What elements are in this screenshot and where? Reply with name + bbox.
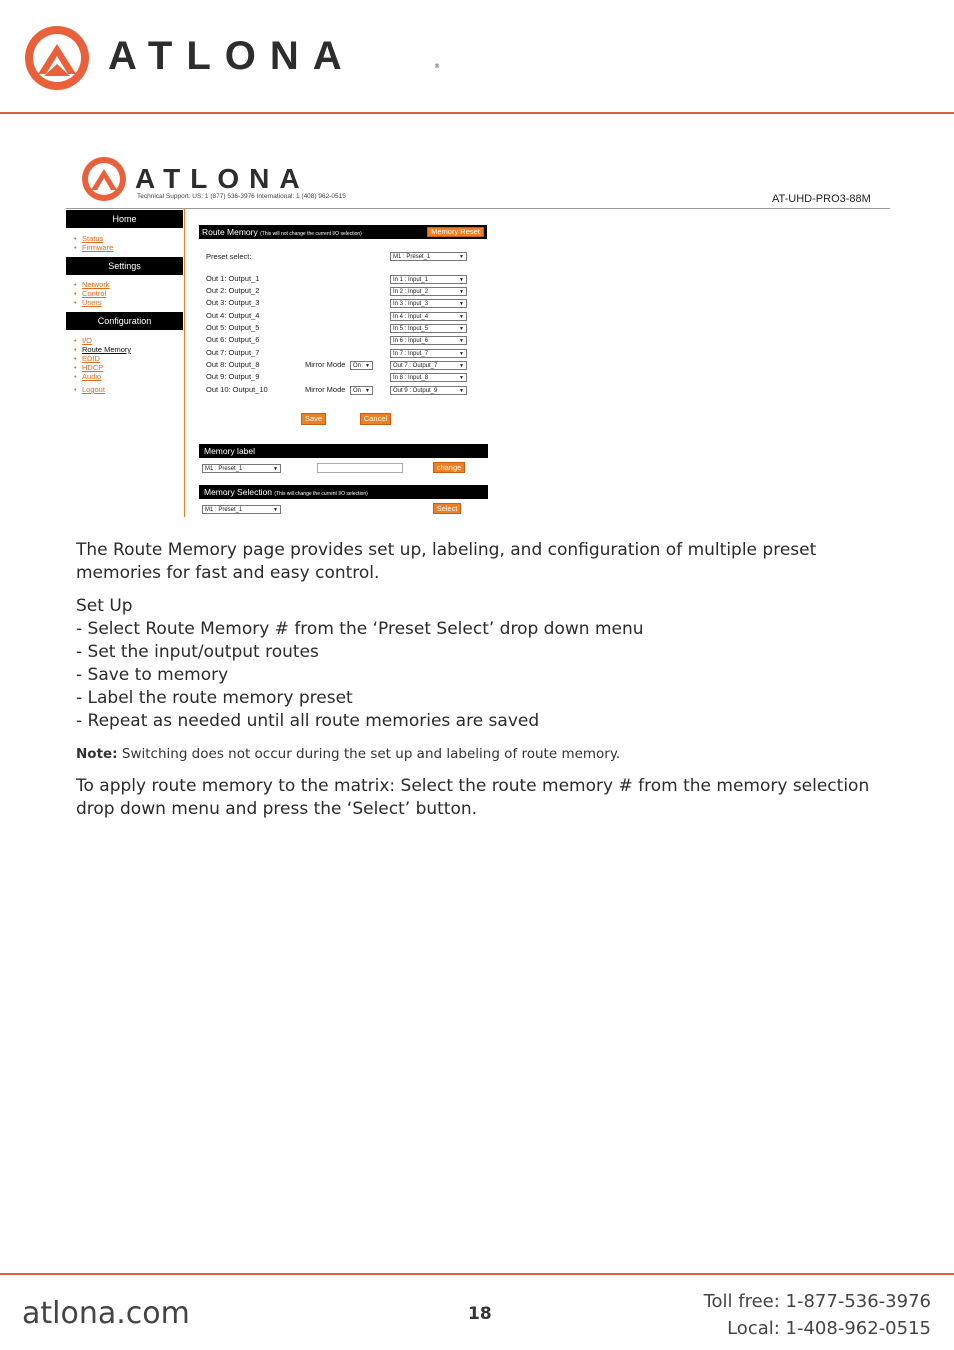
registered-mark: ® bbox=[434, 63, 440, 70]
output-10-mirror-select[interactable]: On ▼ bbox=[350, 386, 373, 395]
output-10-select[interactable]: Out 9 : Output_9 ▼ bbox=[390, 386, 467, 395]
memory-selection-bar bbox=[199, 485, 488, 499]
setup-step-5: - Repeat as needed until all route memories are saved bbox=[76, 711, 540, 731]
header-brand: ATLONA bbox=[108, 34, 356, 78]
output-6-label: Out 6: Output_6 bbox=[206, 335, 260, 344]
nav-settings[interactable]: Settings bbox=[66, 257, 183, 275]
intro-paragraph: The Route Memory page provides set up, labeling, and configuration of multiple preset memories for fast and easy control. bbox=[76, 540, 817, 583]
output-2-select[interactable]: In 2 : Input_2 ▼ bbox=[390, 287, 467, 296]
tech-support-text: Technical Support: US: 1 (877) 536-3976 International: 1 (408) 962-0515 bbox=[137, 193, 346, 200]
output-8-mirror-label: Mirror Mode bbox=[305, 360, 346, 369]
nav-control-link[interactable]: • Control bbox=[74, 289, 110, 298]
cancel-button[interactable]: Cancel bbox=[360, 413, 391, 425]
nav-network-link[interactable]: • Network bbox=[74, 280, 110, 289]
nav-logout-link[interactable]: • Logout bbox=[74, 385, 105, 394]
memory-selection-select[interactable]: M1 : Preset_1 ▼ bbox=[202, 505, 281, 514]
output-7-select[interactable]: In 7 : Input_7 ▼ bbox=[390, 349, 467, 358]
setup-step-1: - Select Route Memory # from the ‘Preset Select’ drop down menu bbox=[76, 619, 644, 639]
note-text: Switching does not occur during the set up and labeling of route memory. bbox=[117, 746, 621, 762]
output-8-label: Out 8: Output_8 bbox=[206, 360, 260, 369]
memory-label-input[interactable] bbox=[317, 463, 403, 473]
model-name: AT-UHD-PRO3-88M bbox=[772, 193, 871, 205]
save-button[interactable]: Save bbox=[301, 413, 326, 425]
memory-reset-button[interactable]: Memory Reset bbox=[427, 227, 484, 237]
nav-firmware-link[interactable]: • Firmware bbox=[74, 243, 113, 252]
output-1-select[interactable]: In 1 : Input_1 ▼ bbox=[390, 275, 467, 284]
output-9-label: Out 9: Output_9 bbox=[206, 372, 260, 381]
nav-audio-link[interactable]: • Audio bbox=[74, 372, 131, 381]
memory-label-title: Memory label bbox=[204, 446, 256, 456]
memory-selection-title: Memory Selection bbox=[204, 487, 273, 497]
model-divider bbox=[66, 208, 890, 209]
output-8-mirror-select[interactable]: On ▼ bbox=[350, 361, 373, 370]
nav-status-link[interactable]: • Status bbox=[74, 234, 113, 243]
select-button[interactable]: Select bbox=[433, 503, 461, 514]
route-memory-note: (This will not change the current I/O selection) bbox=[260, 231, 362, 237]
preset-select-label: Preset select: bbox=[206, 252, 252, 261]
output-3-label: Out 3: Output_3 bbox=[206, 298, 260, 307]
header-divider bbox=[0, 112, 954, 114]
apply-paragraph: To apply route memory to the matrix: Select the route memory # from the memory selection drop down menu and press the ‘Select’ button. bbox=[76, 776, 870, 819]
nav-hdcp-link[interactable]: • HDCP bbox=[74, 363, 131, 372]
output-3-select[interactable]: In 3 : Input_3 ▼ bbox=[390, 299, 467, 308]
footer-contact bbox=[704, 1288, 931, 1342]
nav-home-list bbox=[74, 234, 113, 252]
nav-io-link[interactable]: • I/O bbox=[74, 336, 131, 345]
nav-logout-list bbox=[74, 385, 105, 394]
memory-selection-note: (This will change the current I/O selection) bbox=[274, 491, 368, 497]
page-number: 18 bbox=[468, 1304, 492, 1324]
change-button[interactable]: change bbox=[433, 462, 465, 473]
output-8-select[interactable]: Out 7 : Output_7 ▼ bbox=[390, 361, 467, 370]
output-10-label: Out 10: Output_10 bbox=[206, 385, 268, 394]
screenshot-brand: ATLONA bbox=[135, 163, 310, 194]
output-7-label: Out 7: Output_7 bbox=[206, 348, 260, 357]
nav-route-memory-link[interactable]: • Route Memory bbox=[74, 345, 131, 354]
output-10-mirror-label: Mirror Mode bbox=[305, 385, 346, 394]
output-9-select[interactable]: In 8 : Input_8 ▼ bbox=[390, 373, 467, 382]
note bbox=[76, 746, 620, 762]
output-1-label: Out 1: Output_1 bbox=[206, 274, 260, 283]
output-4-label: Out 4: Output_4 bbox=[206, 311, 260, 320]
setup-step-3: - Save to memory bbox=[76, 665, 229, 685]
nav-configuration-list bbox=[74, 336, 131, 381]
preset-select-dropdown[interactable]: M1 : Preset_1 ▼ bbox=[390, 252, 467, 261]
local-number: Local: 1-408-962-0515 bbox=[727, 1318, 931, 1339]
toll-free-number: Toll free: 1-877-536-3976 bbox=[703, 1291, 931, 1312]
route-memory-title: Route Memory bbox=[202, 227, 258, 237]
nav-configuration[interactable]: Configuration bbox=[66, 312, 183, 330]
atlona-logo-small-icon bbox=[80, 155, 128, 203]
output-5-label: Out 5: Output_5 bbox=[206, 323, 260, 332]
memory-label-select[interactable]: M1 : Preset_1 ▼ bbox=[202, 464, 281, 473]
setup-title: Set Up bbox=[76, 596, 133, 616]
nav-users-link[interactable]: • Users bbox=[74, 298, 110, 307]
nav-edid-link[interactable]: • EDID bbox=[74, 354, 131, 363]
note-label: Note: bbox=[76, 746, 118, 762]
output-2-label: Out 2: Output_2 bbox=[206, 286, 260, 295]
sidebar-divider bbox=[184, 209, 185, 517]
output-6-select[interactable]: In 6 : Input_6 ▼ bbox=[390, 336, 467, 345]
output-5-select[interactable]: In 5 : Input_5 ▼ bbox=[390, 324, 467, 333]
setup-step-2: - Set the input/output routes bbox=[76, 642, 319, 662]
output-4-select[interactable]: In 4 : Input_4 ▼ bbox=[390, 312, 467, 321]
nav-home[interactable]: Home bbox=[66, 210, 183, 228]
nav-settings-list bbox=[74, 280, 110, 307]
footer-site: atlona.com bbox=[22, 1296, 190, 1331]
setup-step-4: - Label the route memory preset bbox=[76, 688, 353, 708]
footer-divider bbox=[0, 1273, 954, 1275]
memory-label-bar bbox=[199, 444, 488, 458]
